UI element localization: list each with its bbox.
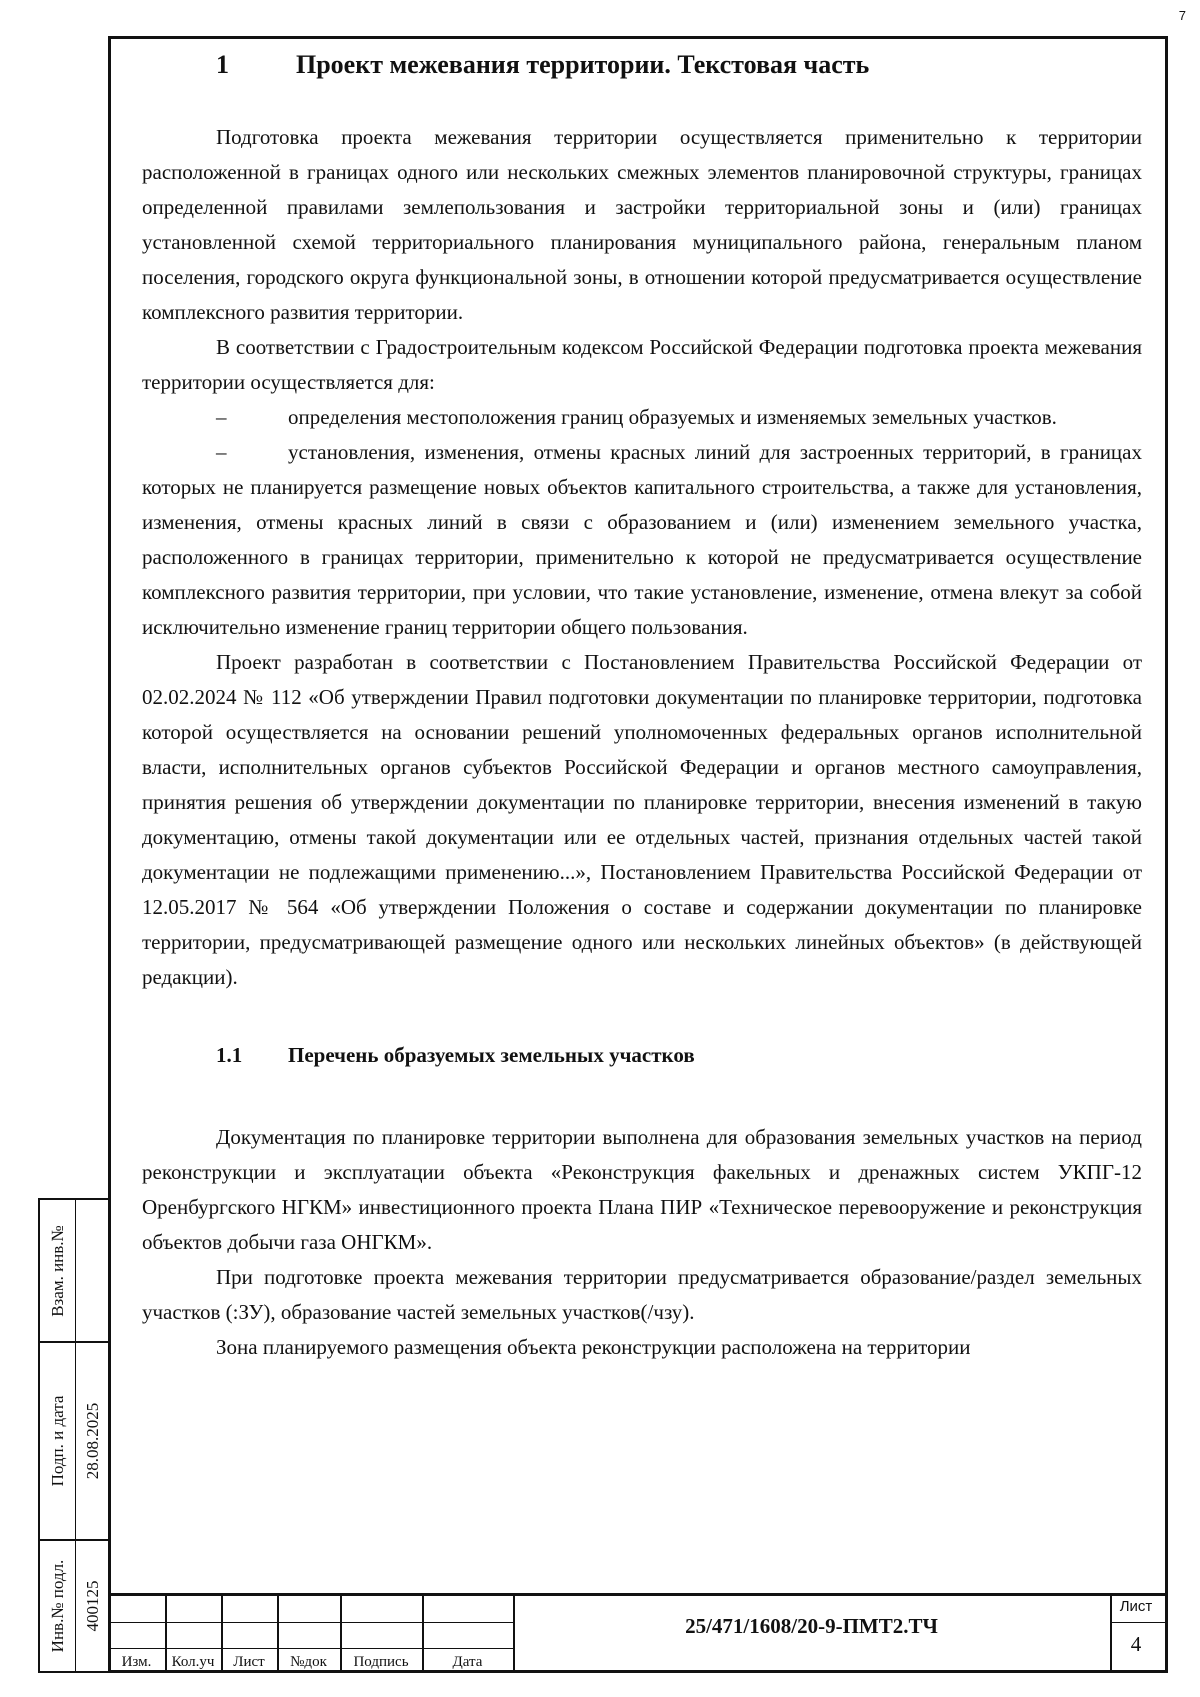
sheet-label: Лист [1119,1598,1153,1615]
list-item [142,400,1142,435]
paragraph: Зона планируемого размещения объекта реконструкции расположена на территории [216,1335,971,1359]
stamp-podp [38,1341,108,1541]
document-body [142,40,1142,1365]
dash-marker: – [216,405,227,429]
paragraph: В соответствии с Градостроительным кодексом Российской Федерации подготовка проекта межевания территории осуществляется для: [142,335,1142,394]
subsection-title: Перечень образуемых земельных участков [288,1043,695,1067]
dash-marker: – [216,440,227,464]
sheet-number: 4 [1130,1632,1142,1656]
document-code: 25/471/1608/20-9-ПМТ2.ТЧ [685,1614,938,1638]
stamp-label-vzam: Взам. инв.№ [47,1224,67,1317]
section-heading [142,50,1142,80]
tb-col-ndok: №док [290,1654,327,1670]
list-item-text: установления, изменения, отмены красных линий для застроенных территорий, в границах которых не планируется размещение новых объектов капитального строительства, а также для установления, изменения, отмены красных линий в связи с образованием и (или) изменением земельного участка, расположенного в границах территории, применительно к которой не предусматривается осуществление комплексного развития территории, при условии, что такие установление, изменение, отмена влекут за собой исключительно изменение границ территории общего пользования. [142,440,1142,639]
tb-col-izm: Изм. [121,1654,152,1670]
section-title: Проект межевания территории. Текстовая часть [296,50,870,79]
subsection-heading [142,1043,1142,1068]
page-number: 7 [1178,8,1186,23]
list-item [142,435,1142,645]
tb-col-koluch: Кол.уч [171,1654,215,1670]
section-number: 1 [216,50,229,79]
stamp-inv [38,1539,108,1673]
paragraph: Подготовка проекта межевания территории осуществляется применительно к территории расположенной в границах одного или нескольких смежных элементов планировочной структуры, границах определенной правилами землепользования и застройки территориальной зоны и (или) границах установленной схемой территориального планирования муниципального района, генеральным планом поселения, городского округа функциональной зоны, в отношении которой предусматривается осуществление комплексного развития территории. [142,125,1142,324]
title-block [108,1593,1168,1673]
tb-col-data: Дата [452,1654,483,1670]
stamp-label-inv: Инв.№ подл. [47,1559,67,1653]
paragraph: При подготовке проекта межевания территории предусматривается образование/раздел земельных участков (:ЗУ), образование частей земельных участков(/чзу). [142,1265,1142,1324]
paragraph: Документация по планировке территории выполнена для образования земельных участков на период реконструкции и эксплуатации объекта «Реконструкция факельных и дренажных систем УКПГ-12 Оренбургского НГКМ» инвестиционного проекта Плана ПИР «Техническое перевооружение и реконструкция объектов добычи газа ОНГКМ». [142,1125,1142,1254]
tb-col-list: Лист [233,1654,265,1670]
stamp-inv-number: 400125 [82,1580,102,1632]
subsection-number: 1.1 [216,1043,243,1067]
stamp-label-podp: Подп. и дата [47,1395,67,1487]
stamp-vzam [38,1198,108,1343]
tb-col-podpis: Подпись [353,1654,409,1670]
list-item-text: определения местоположения границ образуемых и изменяемых земельных участков. [288,405,1057,429]
paragraph: Проект разработан в соответствии с Постановлением Правительства Российской Федерации от 02.02.2024 № 112 «Об утверждении Правил подготовки документации по планировке территории, подготовка которой осуществляется на основании решений уполномоченных федеральных органов исполнительной власти, исполнительных органов субъектов Российской Федерации и органов местного самоуправления, принятия решения об утверждении документации по планировке территории, внесения изменений в такую документацию, отмены такой документации или ее отдельных частей, признания отдельных частей такой документации не подлежащими применению...», Постановлением Правительства Российской Федерации от 12.05.2017 № 564 «Об утверждении Положения о составе и содержании документации по планировке территории, предусматривающей размещение одного или нескольких линейных объектов» (в действующей редакции). [142,650,1142,989]
stamp-date: 28.08.2025 [82,1402,102,1480]
